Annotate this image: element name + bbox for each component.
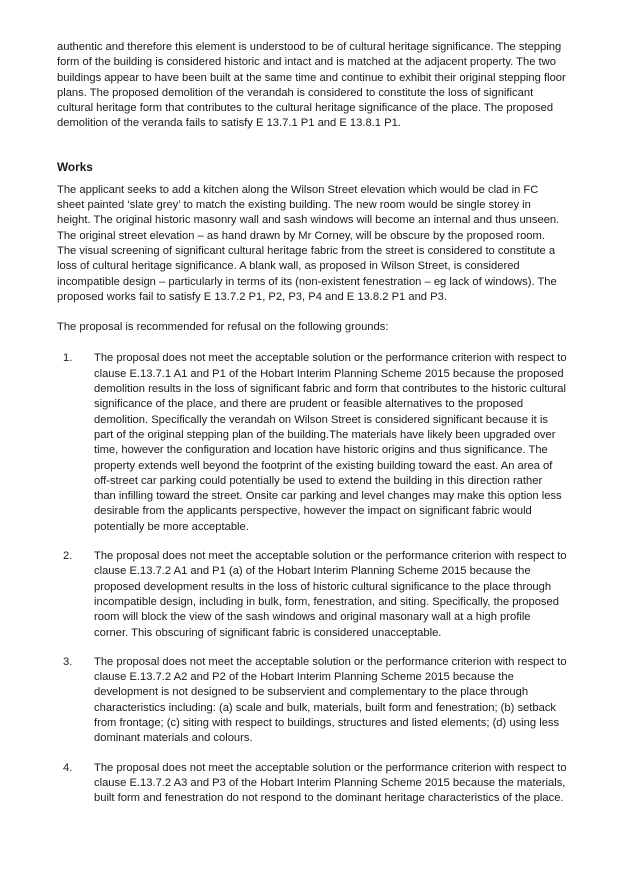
ground-number: 4. xyxy=(63,761,73,774)
document-page xyxy=(57,40,567,820)
ground-number: 2. xyxy=(63,550,73,563)
ground-text: The proposal does not meet the acceptable solution or the performance criterion with respect to clause E.13.7.1 A1 and P1 of the Hobart Interim Planning Scheme 2015 because the proposed demolition results in the loss of significant fabric and form that contributes to the historic cultural significance of the place, and there are prudent or feasible alternatives to the proposed demolition. Specifically the verandah on Wilson Street is considered significant because it is part of the original stepping plan of the building.The materials have likely been upgraded over time, however the configuration and location have historic origins and thus significance. The property extends well beyond the footprint of the existing building toward the east. An area of off-street car parking could potentially be used to extend the building in this direction rather than infilling toward the street. Onsite car parking and level changes may make this option less desirable from the applicants perspective, however the impact on significant fabric would potentially be more acceptable. xyxy=(94,352,567,533)
ground-text: The proposal does not meet the acceptable solution or the performance criterion with respect to clause E.13.7.2 A2 and P2 of the Hobart Interim Planning Scheme 2015 because the development is not designed to be subservient and complementary to the place through characteristics including: (a) scale and bulk, materials, built form and fenestration; (b) setback from frontage; (c) siting with respect to buildings, structures and listed elements; (d) using less dominant materials and colours. xyxy=(94,655,567,745)
ground-item-1 xyxy=(57,351,567,535)
ground-text: The proposal does not meet the acceptable solution or the performance criterion with respect to clause E.13.7.2 A1 and P1 (a) of the Hobart Interim Planning Scheme 2015 because the proposed development results in the loss of historic cultural significance to the place through incompatible design, including in bulk, form, fenestration, and siting. Specifically, the proposed room will block the view of the sash windows and original masonary wall at a high profile corner. This obscuring of significant fabric is considered unacceptable. xyxy=(94,550,567,639)
ground-number: 3. xyxy=(63,655,73,668)
recommendation-statement: The proposal is recommended for refusal on the following grounds: xyxy=(57,321,389,334)
ground-item-4 xyxy=(57,761,567,807)
grounds-list xyxy=(57,351,567,806)
ground-number: 1. xyxy=(63,352,73,365)
ground-item-3 xyxy=(57,655,567,747)
works-heading: Works xyxy=(57,159,93,174)
ground-item-2 xyxy=(57,549,567,641)
intro-paragraph: authentic and therefore this element is understood to be of cultural heritage significance. The stepping form of the building is considered historic and intact and is matched at the adjacent property. The two buildings appear to have been built at the same time and continue to exhibit their original stepping floor plans. The proposed demolition of the verandah is considered to constitute the loss of significant cultural heritage form that contributes to the cultural heritage significance of the place. The proposed demolition of the veranda fails to satisfy E 13.7.1 P1 and E 13.8.1 P1. xyxy=(57,41,566,130)
works-paragraph: The applicant seeks to add a kitchen along the Wilson Street elevation which would be clad in FC sheet painted ‘slate grey’ to match the existing building. The new room would be single storey in height. The original historic masonry wall and sash windows will become an internal and thus unseen. The original street elevation – as hand drawn by Mr Corney, will be obscure by the proposed room. The visual screening of significant cultural heritage fabric from the street is considered to constitute a loss of cultural heritage significance. A blank wall, as proposed in Wilson Street, is considered incompatible design – particularly in terms of its (non-existent fenestration – eg lack of windows). The proposed works fail to satisfy E 13.7.2 P1, P2, P3, P4 and E 13.8.2 P1 and P3. xyxy=(57,183,560,303)
ground-text: The proposal does not meet the acceptable solution or the performance criterion with respect to clause E.13.7.2 A3 and P3 of the Hobart Interim Planning Scheme 2015 because the materials, built form and fenestration do not respond to the dominant heritage characteristics of the place. xyxy=(94,761,567,805)
